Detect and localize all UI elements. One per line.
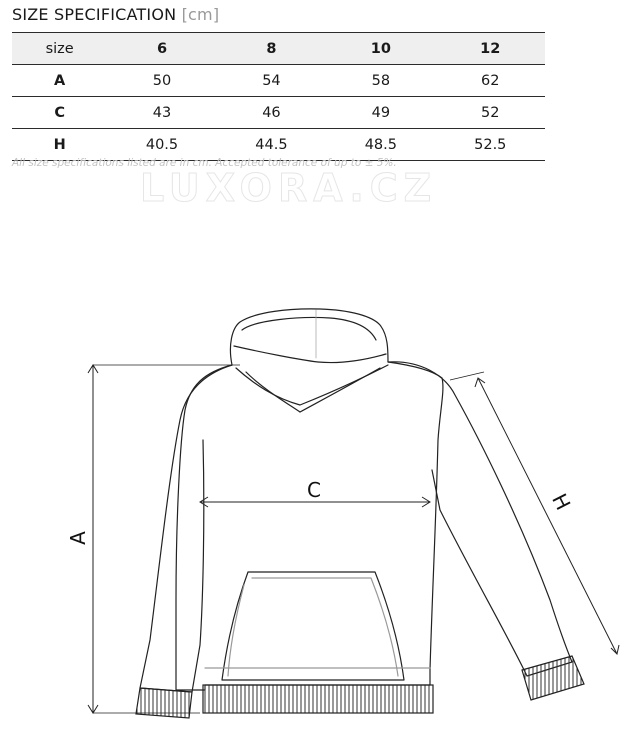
title-main: SIZE SPECIFICATION <box>12 5 177 24</box>
table-cell: 52 <box>436 97 545 129</box>
table-cell: 50 <box>107 65 216 97</box>
left-sleeve <box>140 365 232 692</box>
right-sleeve <box>388 362 572 676</box>
hood-inner <box>242 318 376 341</box>
header-12: 12 <box>436 33 545 65</box>
title-unit: [cm] <box>181 5 220 24</box>
dim-a-label: A <box>66 531 90 545</box>
table-cell: 46 <box>217 97 326 129</box>
row-label: C <box>12 97 107 129</box>
table-cell: 58 <box>326 65 435 97</box>
hoodie-body-outline <box>176 362 443 690</box>
table-cell: 44.5 <box>217 129 326 161</box>
table-cell: 40.5 <box>107 129 216 161</box>
waistband-rib <box>203 685 433 713</box>
neck-crossover <box>236 365 388 405</box>
right-cuff-rib <box>522 656 584 700</box>
row-label: H <box>12 129 107 161</box>
hood-lining <box>234 346 386 363</box>
row-label: A <box>12 65 107 97</box>
left-cuff-rib <box>136 688 192 718</box>
table-cell: 43 <box>107 97 216 129</box>
dim-c-label: C <box>307 478 321 502</box>
dim-h-line <box>478 378 617 654</box>
table-cell: 49 <box>326 97 435 129</box>
table-cell: 48.5 <box>326 129 435 161</box>
dim-h-label: H <box>547 489 576 514</box>
header-size: size <box>12 33 107 65</box>
table-cell: 54 <box>217 65 326 97</box>
kangaroo-pocket <box>222 572 404 680</box>
header-6: 6 <box>107 33 216 65</box>
header-10: 10 <box>326 33 435 65</box>
table-cell: 62 <box>436 65 545 97</box>
header-8: 8 <box>217 33 326 65</box>
table-cell: 52.5 <box>436 129 545 161</box>
tolerance-note: All size specifications listed are in cm. Accepted tolerance of up to ± 5%. <box>12 157 397 169</box>
watermark-logo: LUXORA.CZ <box>140 166 438 210</box>
